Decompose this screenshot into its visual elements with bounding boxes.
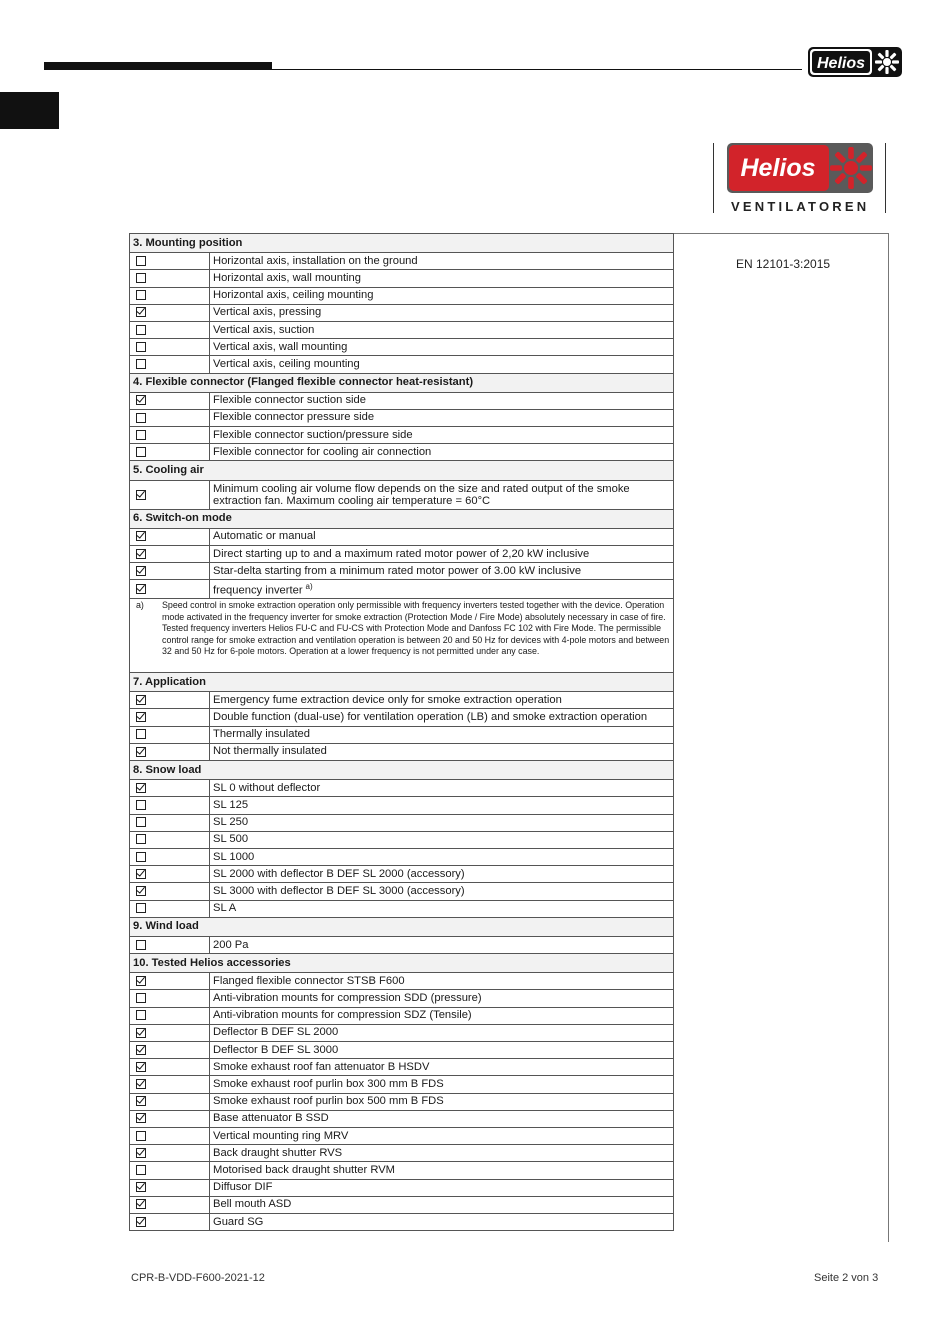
empty-box-icon bbox=[136, 940, 146, 950]
svg-text:Helios: Helios bbox=[740, 154, 816, 182]
svg-text:Helios: Helios bbox=[816, 55, 866, 72]
checkbox-cell bbox=[130, 848, 210, 865]
checkbox-cell bbox=[130, 990, 210, 1007]
row-label: Flanged flexible connector STSB F600 bbox=[210, 973, 674, 990]
helios-logo-small bbox=[808, 47, 902, 77]
checkbox-cell bbox=[130, 1042, 210, 1059]
row-label: SL 0 without deflector bbox=[210, 780, 674, 797]
page-marker-tab bbox=[0, 92, 59, 129]
table-row bbox=[130, 797, 674, 814]
empty-box-icon bbox=[136, 729, 146, 739]
checked-box-icon bbox=[136, 886, 146, 896]
checked-box-icon bbox=[136, 747, 146, 757]
section-header bbox=[130, 509, 674, 528]
row-label: Minimum cooling air volume flow depends on the size and rated output of the smoke extraction fan. Maximum cooling air temperature = 60°C bbox=[210, 480, 674, 509]
checkbox-cell bbox=[130, 1213, 210, 1230]
section-header bbox=[130, 761, 674, 780]
row-label: Smoke exhaust roof purlin box 300 mm B FDS bbox=[210, 1076, 674, 1093]
table-row bbox=[130, 726, 674, 743]
checked-box-icon bbox=[136, 1045, 146, 1055]
row-label: Thermally insulated bbox=[210, 726, 674, 743]
table-row bbox=[130, 692, 674, 709]
checked-box-icon bbox=[136, 783, 146, 793]
checkbox-cell bbox=[130, 1179, 210, 1196]
row-label: Horizontal axis, installation on the ground bbox=[210, 253, 674, 270]
section-title: 4. Flexible connector (Flanged flexible connector heat-resistant) bbox=[130, 373, 674, 392]
checked-box-icon bbox=[136, 1148, 146, 1158]
section-title: 9. Wind load bbox=[130, 917, 674, 936]
checkbox-cell bbox=[130, 580, 210, 599]
document-id: CPR-B-VDD-F600-2021-12 bbox=[131, 1272, 265, 1284]
empty-box-icon bbox=[136, 1131, 146, 1141]
checked-box-icon bbox=[136, 531, 146, 541]
table-row bbox=[130, 580, 674, 599]
row-label: Bell mouth ASD bbox=[210, 1196, 674, 1213]
section-header bbox=[130, 234, 674, 253]
table-row bbox=[130, 356, 674, 373]
checkbox-cell bbox=[130, 797, 210, 814]
empty-box-icon bbox=[136, 817, 146, 827]
table-row bbox=[130, 883, 674, 900]
checkbox-cell bbox=[130, 692, 210, 709]
checked-box-icon bbox=[136, 307, 146, 317]
empty-box-icon bbox=[136, 993, 146, 1003]
row-label: Flexible connector suction/pressure side bbox=[210, 427, 674, 444]
checkbox-cell bbox=[130, 444, 210, 461]
helios-ventilatoren-logo bbox=[713, 141, 887, 214]
empty-box-icon bbox=[136, 447, 146, 457]
checkbox-cell bbox=[130, 480, 210, 509]
table-row bbox=[130, 270, 674, 287]
checkbox-cell bbox=[130, 973, 210, 990]
row-label: Vertical axis, suction bbox=[210, 321, 674, 338]
checked-box-icon bbox=[136, 1062, 146, 1072]
checked-box-icon bbox=[136, 1079, 146, 1089]
header-rule-thin bbox=[272, 69, 802, 70]
row-label: Star-delta starting from a minimum rated motor power of 3.00 kW inclusive bbox=[210, 563, 674, 580]
footnote-ref: a) bbox=[305, 582, 313, 592]
table-row bbox=[130, 973, 674, 990]
table-row bbox=[130, 743, 674, 760]
checked-box-icon bbox=[136, 395, 146, 405]
ventilatoren-wordmark: VENTILATOREN bbox=[731, 199, 870, 214]
checkbox-cell bbox=[130, 528, 210, 545]
checkbox-cell bbox=[130, 1024, 210, 1041]
empty-box-icon bbox=[136, 1165, 146, 1175]
checkbox-cell bbox=[130, 1076, 210, 1093]
row-label: Not thermally insulated bbox=[210, 743, 674, 760]
table-row bbox=[130, 814, 674, 831]
table-row bbox=[130, 1042, 674, 1059]
checked-box-icon bbox=[136, 869, 146, 879]
row-label: Flexible connector pressure side bbox=[210, 409, 674, 426]
checked-box-icon bbox=[136, 695, 146, 705]
checked-box-icon bbox=[136, 1113, 146, 1123]
row-label: Anti-vibration mounts for compression SDZ (Tensile) bbox=[210, 1007, 674, 1024]
header-rule-thick bbox=[44, 62, 272, 70]
row-label: Direct starting up to and a maximum rated motor power of 2,20 kW inclusive bbox=[210, 546, 674, 563]
table-row bbox=[130, 990, 674, 1007]
empty-box-icon bbox=[136, 325, 146, 335]
row-label: Horizontal axis, wall mounting bbox=[210, 270, 674, 287]
table-row bbox=[130, 528, 674, 545]
empty-box-icon bbox=[136, 342, 146, 352]
checked-box-icon bbox=[136, 584, 146, 594]
checkbox-cell bbox=[130, 709, 210, 726]
empty-box-icon bbox=[136, 273, 146, 283]
section-header bbox=[130, 954, 674, 973]
section-title: 5. Cooling air bbox=[130, 461, 674, 480]
table-row bbox=[130, 1127, 674, 1144]
row-label: SL 2000 with deflector B DEF SL 2000 (accessory) bbox=[210, 866, 674, 883]
table-row bbox=[130, 546, 674, 563]
table-row bbox=[130, 563, 674, 580]
specification-table bbox=[129, 233, 674, 1231]
row-label: Vertical axis, ceiling mounting bbox=[210, 356, 674, 373]
table-row bbox=[130, 480, 674, 509]
table-row bbox=[130, 831, 674, 848]
checkbox-cell bbox=[130, 866, 210, 883]
checkbox-cell bbox=[130, 780, 210, 797]
section-title: 10. Tested Helios accessories bbox=[130, 954, 674, 973]
table-row bbox=[130, 780, 674, 797]
section-title: 7. Application bbox=[130, 673, 674, 692]
row-label: Base attenuator B SSD bbox=[210, 1110, 674, 1127]
row-label: frequency inverter $^{a)}$ bbox=[210, 580, 674, 599]
table-row bbox=[130, 900, 674, 917]
row-label: Anti-vibration mounts for compression SDD (pressure) bbox=[210, 990, 674, 1007]
checkbox-cell bbox=[130, 1196, 210, 1213]
row-label: Flexible connector suction side bbox=[210, 392, 674, 409]
row-label: Automatic or manual bbox=[210, 528, 674, 545]
helios-logo-mark bbox=[727, 143, 873, 193]
section-header bbox=[130, 917, 674, 936]
row-label: Back draught shutter RVS bbox=[210, 1145, 674, 1162]
empty-box-icon bbox=[136, 834, 146, 844]
empty-box-icon bbox=[136, 359, 146, 369]
row-label: SL A bbox=[210, 900, 674, 917]
row-label: Vertical mounting ring MRV bbox=[210, 1127, 674, 1144]
checkbox-cell bbox=[130, 1110, 210, 1127]
row-label: Emergency fume extraction device only for smoke extraction operation bbox=[210, 692, 674, 709]
table-row bbox=[130, 287, 674, 304]
row-label: Vertical axis, pressing bbox=[210, 304, 674, 321]
checkbox-cell bbox=[130, 936, 210, 953]
checkbox-cell bbox=[130, 1059, 210, 1076]
table-row bbox=[130, 1196, 674, 1213]
footnote bbox=[130, 599, 674, 673]
checkbox-cell bbox=[130, 900, 210, 917]
row-label: Deflector B DEF SL 2000 bbox=[210, 1024, 674, 1041]
section-title: 6. Switch-on mode bbox=[130, 509, 674, 528]
checkbox-cell bbox=[130, 814, 210, 831]
table-row bbox=[130, 1059, 674, 1076]
row-label: SL 1000 bbox=[210, 848, 674, 865]
table-row bbox=[130, 1076, 674, 1093]
page-number: Seite 2 von 3 bbox=[814, 1272, 879, 1284]
table-row bbox=[130, 1162, 674, 1179]
table-row bbox=[130, 1110, 674, 1127]
row-label: Deflector B DEF SL 3000 bbox=[210, 1042, 674, 1059]
table-row bbox=[130, 1007, 674, 1024]
footnote-marker: a) bbox=[136, 600, 144, 611]
empty-box-icon bbox=[136, 852, 146, 862]
row-label: Motorised back draught shutter RVM bbox=[210, 1162, 674, 1179]
row-label: Guard SG bbox=[210, 1213, 674, 1230]
row-label: SL 250 bbox=[210, 814, 674, 831]
row-label: SL 500 bbox=[210, 831, 674, 848]
checked-box-icon bbox=[136, 1028, 146, 1038]
checked-box-icon bbox=[136, 1096, 146, 1106]
row-label: Diffusor DIF bbox=[210, 1179, 674, 1196]
row-label: SL 125 bbox=[210, 797, 674, 814]
checkbox-cell bbox=[130, 1093, 210, 1110]
checkbox-cell bbox=[130, 831, 210, 848]
table-row bbox=[130, 936, 674, 953]
checkbox-cell bbox=[130, 287, 210, 304]
checkbox-cell bbox=[130, 1162, 210, 1179]
section-header bbox=[130, 373, 674, 392]
table-row bbox=[130, 444, 674, 461]
checkbox-cell bbox=[130, 1145, 210, 1162]
table-row bbox=[130, 321, 674, 338]
checkbox-cell bbox=[130, 321, 210, 338]
checkbox-cell bbox=[130, 546, 210, 563]
checkbox-cell bbox=[130, 1127, 210, 1144]
checkbox-cell bbox=[130, 339, 210, 356]
section-header bbox=[130, 673, 674, 692]
checkbox-cell bbox=[130, 743, 210, 760]
table-row bbox=[130, 866, 674, 883]
checked-box-icon bbox=[136, 1217, 146, 1227]
empty-box-icon bbox=[136, 413, 146, 423]
checkbox-cell bbox=[130, 409, 210, 426]
row-label: Smoke exhaust roof fan attenuator B HSDV bbox=[210, 1059, 674, 1076]
checkbox-cell bbox=[130, 726, 210, 743]
table-row bbox=[130, 1024, 674, 1041]
section-title: 3. Mounting position bbox=[130, 234, 674, 253]
checked-box-icon bbox=[136, 490, 146, 500]
table-row bbox=[130, 1179, 674, 1196]
row-label: Horizontal axis, ceiling mounting bbox=[210, 287, 674, 304]
checkbox-cell bbox=[130, 563, 210, 580]
table-row bbox=[130, 392, 674, 409]
standard-reference: EN 12101-3:2015 bbox=[736, 257, 831, 271]
table-row bbox=[130, 1213, 674, 1230]
checked-box-icon bbox=[136, 566, 146, 576]
checked-box-icon bbox=[136, 1199, 146, 1209]
empty-box-icon bbox=[136, 903, 146, 913]
checkbox-cell bbox=[130, 392, 210, 409]
checked-box-icon bbox=[136, 976, 146, 986]
row-label: 200 Pa bbox=[210, 936, 674, 953]
row-label: Smoke exhaust roof purlin box 500 mm B FDS bbox=[210, 1093, 674, 1110]
checkbox-cell bbox=[130, 304, 210, 321]
empty-box-icon bbox=[136, 800, 146, 810]
section-title: 8. Snow load bbox=[130, 761, 674, 780]
table-row bbox=[130, 427, 674, 444]
table-row bbox=[130, 848, 674, 865]
table-row bbox=[130, 1093, 674, 1110]
empty-box-icon bbox=[136, 290, 146, 300]
table-row bbox=[130, 709, 674, 726]
empty-box-icon bbox=[136, 256, 146, 266]
row-label: Vertical axis, wall mounting bbox=[210, 339, 674, 356]
empty-box-icon bbox=[136, 430, 146, 440]
checkbox-cell bbox=[130, 883, 210, 900]
row-label: Double function (dual-use) for ventilation operation (LB) and smoke extraction operation bbox=[210, 709, 674, 726]
right-column-frame bbox=[674, 233, 889, 1242]
checkbox-cell bbox=[130, 356, 210, 373]
table-row bbox=[130, 1145, 674, 1162]
footnote-text: Speed control in smoke extraction operation only permissible with frequency inverters tested together with the device. Operation mode activated in the frequency inverter for smoke extraction (Protection Mode / Fire Mode) absolutely necessary in case of fire. Tested frequency inverters Helios FU-C and FU-CS with Protection Mode and Danfoss FC 102 with Fire Mode. The permissible control range for smoke extraction and ventilation operation is between 20 and 50 Hz for devices with 4-pole motors and between 32 and 50 Hz for 6-pole motors. Operation at a lower frequency is not permitted under any case. bbox=[162, 600, 670, 657]
checkbox-cell bbox=[130, 427, 210, 444]
table-row bbox=[130, 339, 674, 356]
row-label: Flexible connector for cooling air connection bbox=[210, 444, 674, 461]
table-row bbox=[130, 409, 674, 426]
section-header bbox=[130, 461, 674, 480]
checkbox-cell bbox=[130, 1007, 210, 1024]
checked-box-icon bbox=[136, 1182, 146, 1192]
checkbox-cell bbox=[130, 270, 210, 287]
table-row bbox=[130, 304, 674, 321]
checked-box-icon bbox=[136, 549, 146, 559]
row-label: SL 3000 with deflector B DEF SL 3000 (accessory) bbox=[210, 883, 674, 900]
checked-box-icon bbox=[136, 712, 146, 722]
footnote-row bbox=[130, 599, 674, 673]
empty-box-icon bbox=[136, 1010, 146, 1020]
checkbox-cell bbox=[130, 253, 210, 270]
table-row bbox=[130, 253, 674, 270]
